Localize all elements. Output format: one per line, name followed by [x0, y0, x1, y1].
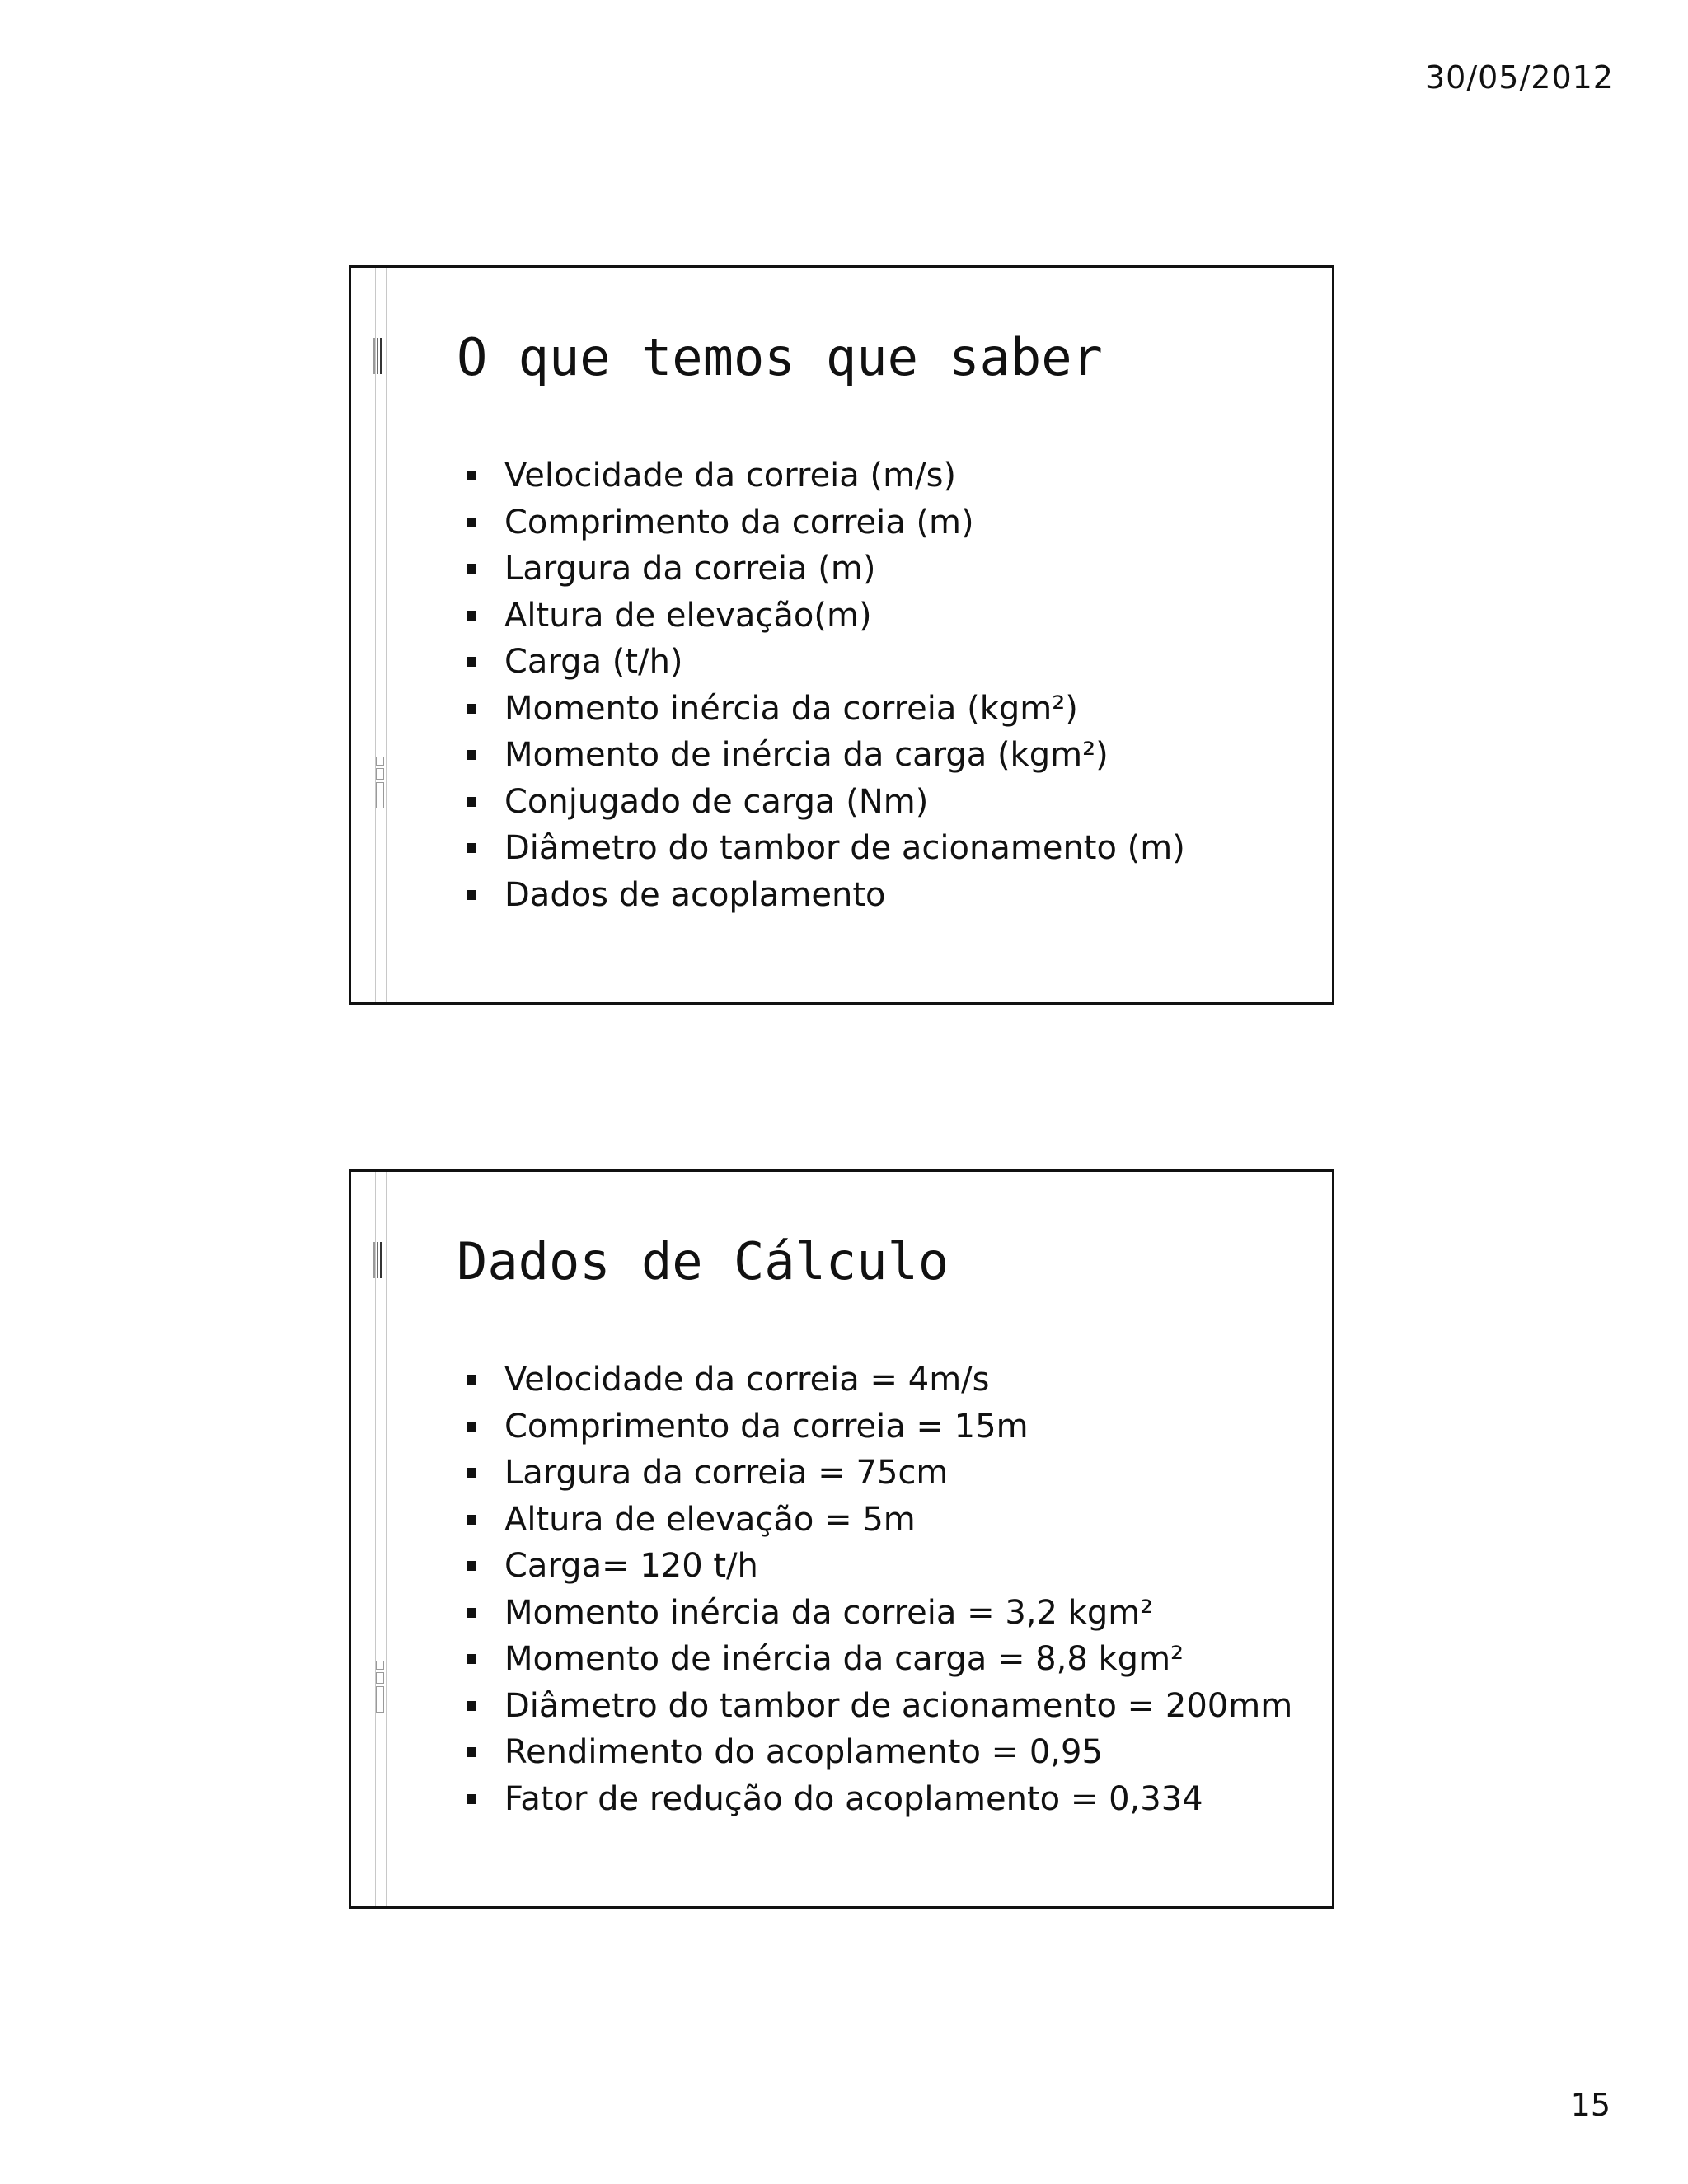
list-item-text: Carga= 120 t/h [504, 1547, 758, 1585]
list-item-text: Altura de elevação = 5m [504, 1500, 916, 1539]
square-bullet-icon [467, 1794, 476, 1804]
list-item [467, 825, 1185, 872]
square-bullet-icon [467, 1515, 476, 1525]
list-item-text: Altura de elevação(m) [504, 596, 872, 635]
list-item-text: Rendimento do acoplamento = 0,95 [504, 1733, 1103, 1771]
list-item-text: Fator de redução do acoplamento = 0,334 [504, 1779, 1203, 1818]
list-item-text: Comprimento da correia (m) [504, 503, 974, 541]
title-marker-icon [373, 1242, 387, 1278]
square-bullet-icon [467, 471, 476, 480]
slide-what-to-know [349, 265, 1334, 1005]
list-item [467, 1497, 1292, 1544]
list-item [467, 1729, 1292, 1776]
list-item-text: Diâmetro do tambor de acionamento = 200mm [504, 1686, 1293, 1725]
list-item-text: Momento inércia da correia (kgm²) [504, 689, 1078, 728]
list-item-text: Carga (t/h) [504, 643, 683, 681]
square-bullet-icon [467, 1747, 476, 1757]
list-item [467, 499, 1185, 546]
square-bullet-icon [467, 750, 476, 760]
slide-title: Dados de Cálculo [457, 1231, 950, 1291]
page-date: 30/05/2012 [1424, 59, 1614, 96]
list-item-text: Momento inércia da correia = 3,2 kgm² [504, 1593, 1154, 1632]
list-item [467, 779, 1185, 826]
rail-marks [375, 1661, 385, 1715]
slide-side-rail [375, 268, 387, 1002]
square-bullet-icon [467, 797, 476, 807]
page-number: 15 [1570, 2087, 1611, 2123]
list-item [467, 1636, 1292, 1683]
rail-marks [375, 757, 385, 811]
square-bullet-icon [467, 657, 476, 667]
square-bullet-icon [467, 890, 476, 900]
list-item-text: Largura da correia = 75cm [504, 1454, 949, 1492]
list-item [467, 1683, 1292, 1730]
square-bullet-icon [467, 1654, 476, 1664]
list-item [467, 546, 1185, 593]
list-item [467, 1543, 1292, 1590]
bullet-list [467, 452, 1185, 918]
title-marker-icon [373, 338, 387, 374]
list-item [467, 593, 1185, 640]
square-bullet-icon [467, 564, 476, 574]
slide-calculation-data [349, 1169, 1334, 1909]
square-bullet-icon [467, 1375, 476, 1385]
list-item-text: Comprimento da correia = 15m [504, 1407, 1029, 1446]
list-item [467, 452, 1185, 499]
square-bullet-icon [467, 518, 476, 527]
square-bullet-icon [467, 611, 476, 621]
list-item [467, 872, 1185, 919]
square-bullet-icon [467, 1608, 476, 1618]
bullet-list [467, 1357, 1292, 1822]
list-item [467, 686, 1185, 733]
slide-side-rail [375, 1172, 387, 1906]
list-item-text: Largura da correia (m) [504, 550, 876, 588]
list-item-text: Diâmetro do tambor de acionamento (m) [504, 829, 1185, 867]
list-item-text: Velocidade da correia (m/s) [504, 457, 957, 494]
square-bullet-icon [467, 843, 476, 853]
list-item-text: Momento de inércia da carga = 8,8 kgm² [504, 1640, 1184, 1678]
list-item-text: Conjugado de carga (Nm) [504, 782, 929, 821]
square-bullet-icon [467, 1561, 476, 1571]
list-item [467, 1776, 1292, 1823]
list-item [467, 1357, 1292, 1404]
list-item [467, 1450, 1292, 1497]
list-item-text: Velocidade da correia = 4m/s [504, 1361, 990, 1399]
list-item [467, 639, 1185, 686]
list-item-text: Dados de acoplamento [504, 875, 886, 914]
square-bullet-icon [467, 1701, 476, 1711]
list-item [467, 1590, 1292, 1637]
square-bullet-icon [467, 1422, 476, 1432]
list-item-text: Momento de inércia da carga (kgm²) [504, 736, 1109, 774]
slide-title: O que temos que saber [457, 327, 1103, 387]
square-bullet-icon [467, 1468, 476, 1478]
square-bullet-icon [467, 704, 476, 714]
list-item [467, 732, 1185, 779]
list-item [467, 1404, 1292, 1451]
